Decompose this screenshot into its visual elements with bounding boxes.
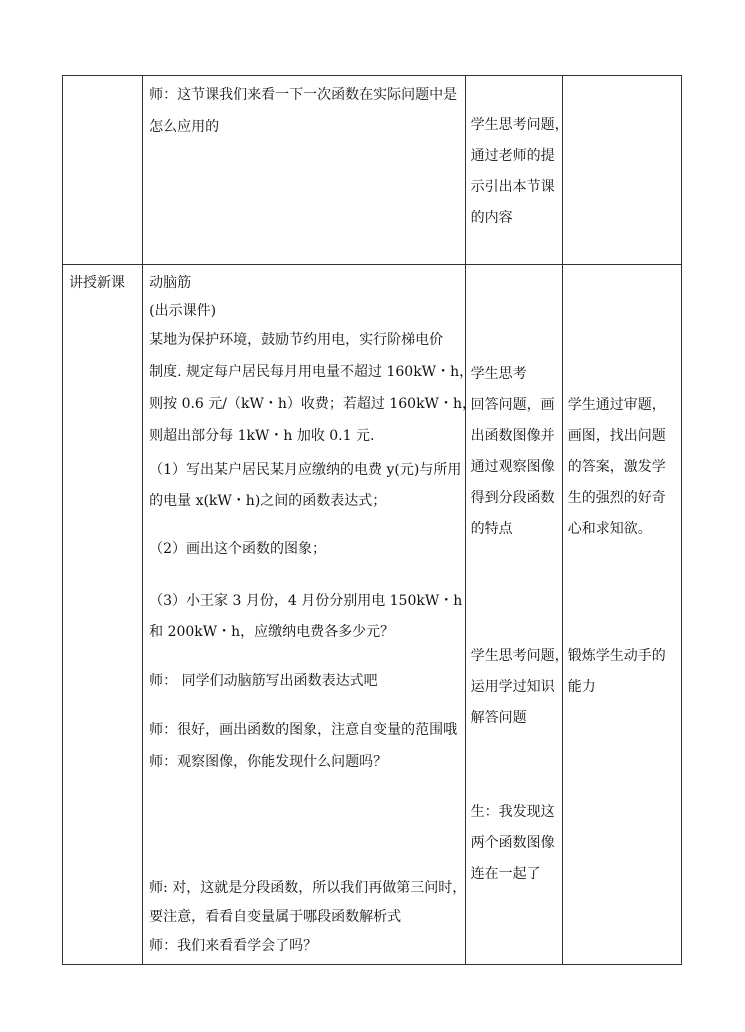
teacher-prompt-2-line: 师：观察图像，你能发现什么问题吗？: [149, 754, 388, 770]
teacher-text-line: 师：这节课我们来看一下一次函数在实际问题中是: [149, 87, 458, 103]
student-text-line: 得到分段函数: [470, 490, 555, 506]
purpose-cell-empty: [562, 76, 681, 265]
student-text-line: 通过观察图像: [470, 459, 555, 475]
lesson-plan-table: [62, 75, 682, 965]
teacher-prompt-3-line: 师: 对，这就是分段函数，所以我们再做第三问时，: [149, 880, 467, 896]
purpose-text-line: 锻炼学生动手的: [567, 648, 666, 664]
question-2: （2）画出这个函数的图象；: [149, 541, 327, 557]
teacher-activity-cell: [143, 265, 476, 965]
teacher-activity-cell: [143, 76, 466, 265]
heading-dongnaojin: 动脑筋: [149, 275, 192, 291]
student-text-line: 示引出本节课: [470, 179, 555, 195]
show-courseware-note: (出示课件): [149, 303, 217, 319]
problem-text-line: 某地为保护环境，鼓励节约用电，实行阶梯电价: [149, 332, 444, 348]
question-3-line: （3）小王家 3 月份，4 月份分别用电 150kW・h: [149, 593, 463, 609]
stage-cell: [63, 265, 143, 965]
purpose-text-line: 生的强烈的好奇: [567, 490, 666, 506]
student-text-line: 生：我发现这: [470, 804, 555, 820]
teacher-text-line: 怎么应用的: [149, 119, 220, 135]
student-activity-cell: [465, 76, 569, 265]
stage-label: 讲授新课: [69, 275, 125, 291]
stage-cell-empty: [63, 76, 143, 265]
purpose-text-line: 心和求知欲。: [567, 521, 652, 537]
student-text-line: 的内容: [470, 210, 513, 226]
student-text-line: 连在一起了: [470, 866, 541, 882]
question-3-line: 和 200kW・h，应缴纳电费各多少元？: [149, 624, 395, 640]
teacher-prompt-3-line: 师：我们来看看学会了吗？: [149, 938, 318, 954]
purpose-text-line: 能力: [567, 679, 596, 695]
purpose-cell: [562, 265, 681, 965]
student-text-line: 学生思考问题，: [470, 648, 569, 664]
teacher-prompt-2-line: 师：很好，画出函数的图象，注意自变量的范围哦: [149, 722, 458, 738]
problem-text-line: 则按 0.6 元/（kW・h）收费；若超过 160kW・h，: [149, 396, 476, 412]
table-row-intro: [63, 76, 682, 265]
problem-text-line: 则超出部分每 1kW・h 加收 0.1 元.: [149, 428, 375, 444]
student-text-line: 两个函数图像: [470, 835, 555, 851]
teacher-prompt-1: 师： 同学们动脑筋写出函数表达式吧: [149, 673, 378, 689]
student-text-line: 出函数图像并: [470, 428, 555, 444]
problem-text-line: 制度. 规定每户居民每月用电量不超过 160kW・h，: [149, 364, 474, 380]
student-activity-cell: [465, 265, 569, 965]
student-text-line: 通过老师的提: [470, 148, 555, 164]
student-text-line: 运用学过知识: [470, 679, 555, 695]
question-1-line: （1）写出某户居民某月应缴纳的电费 y(元)与所用: [149, 462, 462, 478]
student-text-line: 学生思考问题，: [470, 117, 569, 133]
student-text-line: 学生思考: [470, 366, 527, 382]
table-row-new-lesson: [63, 265, 682, 965]
purpose-text-line: 学生通过审题，: [567, 397, 666, 413]
student-text-line: 回答问题，画: [470, 397, 555, 413]
student-text-line: 解答问题: [470, 710, 527, 726]
question-1-line: 的电量 x(kW・h)之间的函数表达式；: [149, 493, 387, 509]
teacher-prompt-3-line: 要注意，看看自变量属于哪段函数解析式: [149, 909, 402, 925]
purpose-text-line: 画图，找出问题: [567, 428, 666, 444]
purpose-text-line: 的答案，激发学: [567, 459, 666, 475]
student-text-line: 的特点: [470, 521, 513, 537]
